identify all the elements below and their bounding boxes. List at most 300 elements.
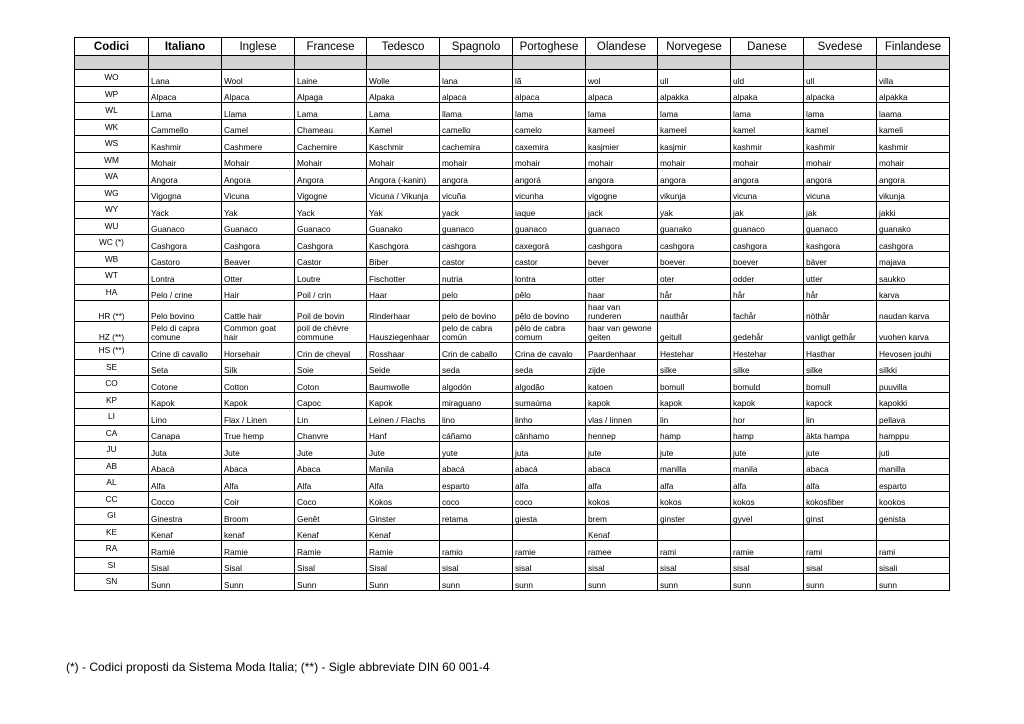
- fibre-name-cell: Pelo bovino: [149, 301, 222, 322]
- fibre-name-cell: Haar: [367, 284, 440, 301]
- fibre-name-cell: abacá: [440, 458, 513, 475]
- gray-spacer-row: [75, 56, 950, 70]
- fibre-name-cell: Alpaka: [367, 86, 440, 103]
- fibre-name-cell: Kaschgora: [367, 235, 440, 252]
- table-row: [75, 86, 950, 103]
- fibre-name-cell: manilla: [658, 458, 731, 475]
- fibre-name-cell: kameli: [877, 119, 950, 136]
- fibre-name-cell: Cotton: [222, 376, 295, 393]
- fibre-name-cell: Otter: [222, 268, 295, 285]
- fibre-name-cell: Flax / Linen: [222, 409, 295, 426]
- fibre-name-cell: Alpaga: [295, 86, 367, 103]
- fibre-name-cell: Seide: [367, 359, 440, 376]
- fibre-name-cell: Coco: [295, 491, 367, 508]
- table-row: [75, 268, 950, 285]
- fibre-name-cell: castor: [440, 251, 513, 268]
- fibre-name-cell: Kenaf: [149, 524, 222, 541]
- fibre-code-cell: JU: [75, 442, 149, 459]
- table-row: [75, 218, 950, 235]
- fibre-name-cell: Capoc: [295, 392, 367, 409]
- fibre-name-cell: Kapok: [222, 392, 295, 409]
- fibre-code-cell: SE: [75, 359, 149, 376]
- fibre-code-cell: WP: [75, 86, 149, 103]
- fibre-name-cell: Coir: [222, 491, 295, 508]
- fibre-name-cell: boever: [658, 251, 731, 268]
- fibre-name-cell: Alfa: [222, 475, 295, 492]
- table-row: [75, 202, 950, 219]
- fibre-name-cell: [804, 524, 877, 541]
- fibre-name-cell: sisal: [586, 557, 658, 574]
- fibre-name-cell: Cashgora: [149, 235, 222, 252]
- fibre-name-cell: Cotone: [149, 376, 222, 393]
- fibre-name-cell: rami: [804, 541, 877, 558]
- header-svedese: Svedese: [804, 38, 877, 56]
- fibre-name-cell: Leinen / Flachs: [367, 409, 440, 426]
- fibre-name-cell: Guanaco: [295, 218, 367, 235]
- fibre-name-cell: camelo: [513, 119, 586, 136]
- fibre-name-cell: Baumwolle: [367, 376, 440, 393]
- fibre-name-cell: iaque: [513, 202, 586, 219]
- fibre-name-cell: Abaca: [295, 458, 367, 475]
- fibre-name-cell: hår: [658, 284, 731, 301]
- spacer-cell: [295, 56, 367, 70]
- fibre-name-cell: Angora (-kanin): [367, 169, 440, 186]
- fibre-name-cell: Lin: [295, 409, 367, 426]
- table-row: [75, 103, 950, 120]
- fibre-name-cell: oter: [658, 268, 731, 285]
- footnote: (*) - Codici proposti da Sistema Moda Italia; (**) - Sigle abbreviate DIN 60 001-4: [66, 660, 490, 674]
- fibre-name-cell: Angora: [295, 169, 367, 186]
- fibre-name-cell: yak: [658, 202, 731, 219]
- spacer-cell: [804, 56, 877, 70]
- fibre-name-cell: seda: [440, 359, 513, 376]
- fibre-name-cell: Crin de caballo: [440, 343, 513, 360]
- fibre-name-cell: juta: [513, 442, 586, 459]
- table-row: [75, 425, 950, 442]
- fibre-name-cell: jak: [804, 202, 877, 219]
- fibre-name-cell: hår: [804, 284, 877, 301]
- fibre-name-cell: jak: [731, 202, 804, 219]
- fibre-name-cell: angora: [586, 169, 658, 186]
- fibre-name-cell: Chameau: [295, 119, 367, 136]
- table-row: [75, 322, 950, 343]
- fibre-name-cell: kookos: [877, 491, 950, 508]
- fibre-name-cell: alpakka: [658, 86, 731, 103]
- fibre-name-cell: jute: [658, 442, 731, 459]
- fibre-name-cell: lin: [658, 409, 731, 426]
- fibre-name-cell: Ramié: [149, 541, 222, 558]
- fibre-name-cell: Poil / crin: [295, 284, 367, 301]
- table-row: [75, 524, 950, 541]
- fibre-name-cell: manila: [731, 458, 804, 475]
- fibre-name-cell: True hemp: [222, 425, 295, 442]
- fibre-name-cell: Canapa: [149, 425, 222, 442]
- fibre-name-cell: Hevosen jouhi: [877, 343, 950, 360]
- fibre-name-cell: alpakka: [877, 86, 950, 103]
- fibre-name-cell: Alpaca: [149, 86, 222, 103]
- table-row: [75, 301, 950, 322]
- spacer-cell: [149, 56, 222, 70]
- fibre-name-cell: Vigogne: [295, 185, 367, 202]
- fibre-name-cell: yack: [440, 202, 513, 219]
- fibre-name-cell: guanaco: [731, 218, 804, 235]
- fibre-name-cell: Angora: [149, 169, 222, 186]
- fibre-name-cell: angora: [731, 169, 804, 186]
- fibre-name-cell: ginster: [658, 508, 731, 525]
- fibre-name-cell: wol: [586, 70, 658, 87]
- fibre-name-cell: linho: [513, 409, 586, 426]
- fibre-name-cell: jute: [804, 442, 877, 459]
- fibre-name-cell: puuvilla: [877, 376, 950, 393]
- fibre-code-cell: RA: [75, 541, 149, 558]
- fibre-name-cell: Crine di cavallo: [149, 343, 222, 360]
- fibre-name-cell: guanaco: [440, 218, 513, 235]
- fibre-name-cell: sunn: [513, 574, 586, 591]
- fibre-name-cell: nutria: [440, 268, 513, 285]
- fibre-name-cell: bäver: [804, 251, 877, 268]
- fibre-name-cell: mohair: [586, 152, 658, 169]
- fibre-name-cell: lama: [658, 103, 731, 120]
- fibre-name-cell: Crin de cheval: [295, 343, 367, 360]
- fibre-name-cell: jute: [586, 442, 658, 459]
- fibre-name-cell: Common goat hair: [222, 322, 295, 343]
- fibre-name-cell: [731, 524, 804, 541]
- fibre-name-cell: Hestehar: [731, 343, 804, 360]
- fibre-name-cell: Ramie: [367, 541, 440, 558]
- fibre-name-cell: äkta hampa: [804, 425, 877, 442]
- fibre-name-cell: Hasthar: [804, 343, 877, 360]
- fibre-code-cell: AL: [75, 475, 149, 492]
- spacer-cell: [658, 56, 731, 70]
- fibre-code-cell: CC: [75, 491, 149, 508]
- table-row: [75, 343, 950, 360]
- fibre-name-cell: Guanaco: [149, 218, 222, 235]
- fibre-name-cell: mohair: [513, 152, 586, 169]
- fibre-name-cell: Cashgora: [295, 235, 367, 252]
- fibre-name-cell: Alfa: [367, 475, 440, 492]
- fibre-name-cell: cânhamo: [513, 425, 586, 442]
- fibre-name-cell: Angora: [222, 169, 295, 186]
- fibre-name-cell: sisal: [513, 557, 586, 574]
- fibre-name-cell: laama: [877, 103, 950, 120]
- fibre-name-cell: Kokos: [367, 491, 440, 508]
- fibre-name-cell: Sisal: [295, 557, 367, 574]
- fibre-name-cell: Kenaf: [295, 524, 367, 541]
- fibre-name-cell: Wool: [222, 70, 295, 87]
- spacer-cell: [731, 56, 804, 70]
- fibre-name-cell: guanaco: [513, 218, 586, 235]
- fibre-name-cell: Mohair: [149, 152, 222, 169]
- table-row: [75, 541, 950, 558]
- fibre-name-cell: kasjmier: [586, 136, 658, 153]
- fibre-name-cell: alfa: [586, 475, 658, 492]
- table-row: [75, 284, 950, 301]
- fibre-name-cell: sisali: [877, 557, 950, 574]
- fibre-name-cell: lama: [586, 103, 658, 120]
- fibre-name-cell: karva: [877, 284, 950, 301]
- fibre-name-cell: Alfa: [149, 475, 222, 492]
- fibre-name-cell: Jute: [367, 442, 440, 459]
- fibre-name-cell: pêlo de bovino: [513, 301, 586, 322]
- fibre-name-cell: mohair: [877, 152, 950, 169]
- fibre-name-cell: [513, 524, 586, 541]
- fibre-name-cell: mohair: [440, 152, 513, 169]
- fibre-name-cell: mohair: [658, 152, 731, 169]
- table-row: [75, 119, 950, 136]
- fibre-name-cell: vikunja: [877, 185, 950, 202]
- fibre-name-cell: kamel: [731, 119, 804, 136]
- fibre-name-cell: jack: [586, 202, 658, 219]
- fibre-name-cell: bomull: [658, 376, 731, 393]
- fibre-name-cell: Vicuna / Vikunja: [367, 185, 440, 202]
- fibre-name-cell: Alfa: [295, 475, 367, 492]
- spacer-cell: [513, 56, 586, 70]
- fibre-name-cell: Ramie: [222, 541, 295, 558]
- fibre-name-cell: Wolle: [367, 70, 440, 87]
- fibre-name-cell: Lino: [149, 409, 222, 426]
- fibre-name-cell: Alpaca: [222, 86, 295, 103]
- fibre-name-cell: Lana: [149, 70, 222, 87]
- fibre-name-cell: Paardenhaar: [586, 343, 658, 360]
- fibre-name-cell: silke: [731, 359, 804, 376]
- fibre-name-cell: Sunn: [367, 574, 440, 591]
- fibre-name-cell: Loutre: [295, 268, 367, 285]
- fibre-name-cell: Soie: [295, 359, 367, 376]
- fibre-name-cell: Rinderhaar: [367, 301, 440, 322]
- fibre-code-cell: WO: [75, 70, 149, 87]
- fibre-name-cell: geitull: [658, 322, 731, 343]
- fibre-name-cell: Ramie: [295, 541, 367, 558]
- table-row: [75, 409, 950, 426]
- table-row: [75, 376, 950, 393]
- fibre-name-cell: kenaf: [222, 524, 295, 541]
- fibre-code-cell: WM: [75, 152, 149, 169]
- fibre-code-cell: WA: [75, 169, 149, 186]
- fibre-name-cell: zijde: [586, 359, 658, 376]
- fibre-name-cell: alpacka: [804, 86, 877, 103]
- fibre-name-cell: katoen: [586, 376, 658, 393]
- fibre-name-cell: Abacà: [149, 458, 222, 475]
- fibre-name-cell: Cashmere: [222, 136, 295, 153]
- fibre-name-cell: Cashgora: [222, 235, 295, 252]
- fibre-name-cell: lontra: [513, 268, 586, 285]
- fibre-name-cell: Cocco: [149, 491, 222, 508]
- fibre-name-cell: Hestehar: [658, 343, 731, 360]
- header-portoghese: Portoghese: [513, 38, 586, 56]
- fibre-name-cell: Hausziegenhaar: [367, 322, 440, 343]
- fibre-name-cell: Lama: [367, 103, 440, 120]
- fibre-name-cell: sunn: [658, 574, 731, 591]
- fibre-name-cell: seda: [513, 359, 586, 376]
- table-row: [75, 169, 950, 186]
- fibre-name-cell: kokos: [731, 491, 804, 508]
- fibre-name-cell: Kapok: [149, 392, 222, 409]
- fibre-name-cell: pelo de cabra común: [440, 322, 513, 343]
- fibre-name-cell: cachemira: [440, 136, 513, 153]
- fibre-name-cell: haar van runderen: [586, 301, 658, 322]
- fibre-name-cell: Sunn: [222, 574, 295, 591]
- fibre-code-cell: LI: [75, 409, 149, 426]
- fibre-name-cell: bever: [586, 251, 658, 268]
- fibre-code-cell: WL: [75, 103, 149, 120]
- fibre-name-cell: Sunn: [149, 574, 222, 591]
- fibre-name-cell: kapok: [731, 392, 804, 409]
- header-olandese: Olandese: [586, 38, 658, 56]
- fibre-name-cell: Crina de cavalo: [513, 343, 586, 360]
- fibre-name-cell: hamp: [658, 425, 731, 442]
- table-row: [75, 442, 950, 459]
- fibre-code-cell: HR (**): [75, 301, 149, 322]
- fibre-name-cell: pelo: [440, 284, 513, 301]
- fibre-name-cell: Sunn: [295, 574, 367, 591]
- fibre-name-cell: angora: [658, 169, 731, 186]
- fibre-name-cell: Vicuna: [222, 185, 295, 202]
- fibre-name-cell: alpaka: [731, 86, 804, 103]
- fibre-name-cell: Vigogna: [149, 185, 222, 202]
- table-row: [75, 392, 950, 409]
- spacer-cell: [75, 56, 149, 70]
- table-row: [75, 508, 950, 525]
- fibre-name-cell: sunn: [586, 574, 658, 591]
- fibre-name-cell: cashgora: [658, 235, 731, 252]
- fibre-name-cell: Jute: [295, 442, 367, 459]
- fibre-code-cell: HZ (**): [75, 322, 149, 343]
- fibre-name-cell: Sisal: [149, 557, 222, 574]
- fibre-name-cell: Abaca: [222, 458, 295, 475]
- header-row: [75, 38, 950, 56]
- fibre-name-cell: giesta: [513, 508, 586, 525]
- table-row: [75, 136, 950, 153]
- table-header: [75, 38, 950, 56]
- fibre-name-cell: Mohair: [222, 152, 295, 169]
- fibre-name-cell: kokos: [586, 491, 658, 508]
- fibre-name-cell: [658, 524, 731, 541]
- fibre-name-cell: angora: [804, 169, 877, 186]
- fibre-name-cell: ramee: [586, 541, 658, 558]
- fibre-name-cell: algodão: [513, 376, 586, 393]
- fibre-name-cell: Seta: [149, 359, 222, 376]
- fibre-name-cell: juti: [877, 442, 950, 459]
- fibre-name-cell: vuohen karva: [877, 322, 950, 343]
- fibre-name-cell: silke: [804, 359, 877, 376]
- fibre-name-cell: Mohair: [367, 152, 440, 169]
- fibre-name-cell: hor: [731, 409, 804, 426]
- fibre-name-cell: Juta: [149, 442, 222, 459]
- fibre-code-cell: WB: [75, 251, 149, 268]
- fibre-name-cell: Kaschmir: [367, 136, 440, 153]
- fibre-name-cell: Fischotter: [367, 268, 440, 285]
- fibre-name-cell: odder: [731, 268, 804, 285]
- fibre-name-cell: jakki: [877, 202, 950, 219]
- fibre-name-cell: lã: [513, 70, 586, 87]
- fibre-name-cell: Ginster: [367, 508, 440, 525]
- fibre-name-cell: hamp: [731, 425, 804, 442]
- fibre-name-cell: haar van gewone geiten: [586, 322, 658, 343]
- fibre-code-cell: CO: [75, 376, 149, 393]
- fibre-name-cell: bomuld: [731, 376, 804, 393]
- table-row: [75, 557, 950, 574]
- table-row: [75, 458, 950, 475]
- fibre-name-cell: ull: [804, 70, 877, 87]
- fibre-name-cell: coco: [440, 491, 513, 508]
- table-row: [75, 491, 950, 508]
- fibre-name-cell: angora: [440, 169, 513, 186]
- table-row: [75, 185, 950, 202]
- fibre-name-cell: Guanako: [367, 218, 440, 235]
- fibre-name-cell: silke: [658, 359, 731, 376]
- fibre-name-cell: mohair: [731, 152, 804, 169]
- fibre-name-cell: alfa: [804, 475, 877, 492]
- fibre-code-cell: WC (*): [75, 235, 149, 252]
- fibre-name-cell: Rosshaar: [367, 343, 440, 360]
- fibre-code-cell: WT: [75, 268, 149, 285]
- fibre-name-cell: miraguano: [440, 392, 513, 409]
- fibre-name-cell: sunn: [877, 574, 950, 591]
- fibre-name-cell: sumaúma: [513, 392, 586, 409]
- fibre-name-cell: utter: [804, 268, 877, 285]
- fibre-name-cell: Chanvre: [295, 425, 367, 442]
- fibre-name-cell: Yack: [149, 202, 222, 219]
- fibre-name-cell: cashgora: [440, 235, 513, 252]
- fibre-name-cell: Kenaf: [367, 524, 440, 541]
- fibre-name-cell: camello: [440, 119, 513, 136]
- fibre-name-cell: caxemira: [513, 136, 586, 153]
- fibre-name-cell: kashgora: [804, 235, 877, 252]
- fibre-name-cell: kameel: [658, 119, 731, 136]
- fibre-code-cell: WU: [75, 218, 149, 235]
- fibre-name-cell: castor: [513, 251, 586, 268]
- fibre-name-cell: rami: [658, 541, 731, 558]
- fibre-name-cell: lana: [440, 70, 513, 87]
- fibre-code-cell: WY: [75, 202, 149, 219]
- table-body: [75, 56, 950, 591]
- fibre-name-cell: vanligt gethår: [804, 322, 877, 343]
- spacer-cell: [222, 56, 295, 70]
- fibre-name-cell: ramio: [440, 541, 513, 558]
- header-codici: Codici: [75, 38, 149, 56]
- fibre-name-cell: Lama: [149, 103, 222, 120]
- header-norvegese: Norvegese: [658, 38, 731, 56]
- fibre-code-cell: KE: [75, 524, 149, 541]
- fibre-name-cell: Broom: [222, 508, 295, 525]
- fibre-name-cell: vicuna: [731, 185, 804, 202]
- fibre-code-cell: WS: [75, 136, 149, 153]
- fibre-name-cell: hennep: [586, 425, 658, 442]
- fibre-name-cell: cashgora: [731, 235, 804, 252]
- fibre-name-cell: naudan karva: [877, 301, 950, 322]
- fibre-name-cell: Hair: [222, 284, 295, 301]
- fibre-name-cell: alpaca: [513, 86, 586, 103]
- table-row: [75, 152, 950, 169]
- fibre-name-cell: Kenaf: [586, 524, 658, 541]
- fibre-name-cell: jute: [731, 442, 804, 459]
- fibre-name-cell: Laine: [295, 70, 367, 87]
- fibre-name-cell: vigogne: [586, 185, 658, 202]
- fibre-name-cell: Jute: [222, 442, 295, 459]
- fibre-name-cell: Sisal: [222, 557, 295, 574]
- fibre-name-cell: bomull: [804, 376, 877, 393]
- fibre-name-cell: abaca: [804, 458, 877, 475]
- fibre-name-cell: ramie: [513, 541, 586, 558]
- fibre-name-cell: Kashmir: [149, 136, 222, 153]
- fibre-name-cell: Lontra: [149, 268, 222, 285]
- table-row: [75, 475, 950, 492]
- fibre-name-cell: Genêt: [295, 508, 367, 525]
- fibre-name-cell: kashmir: [731, 136, 804, 153]
- fibre-code-cell: HA: [75, 284, 149, 301]
- fibre-code-cell: SI: [75, 557, 149, 574]
- fibre-name-cell: kapokki: [877, 392, 950, 409]
